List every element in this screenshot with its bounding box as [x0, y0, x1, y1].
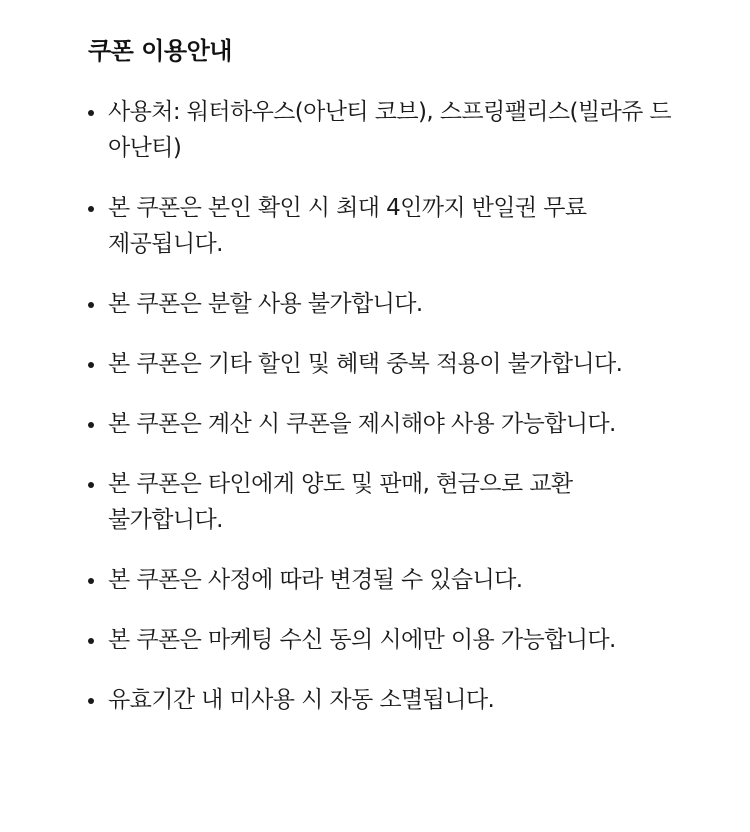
bullet-icon — [88, 698, 94, 704]
list-item — [88, 466, 678, 538]
list-item-text: 유효기간 내 미사용 시 자동 소멸됩니다. — [108, 687, 495, 713]
list-item-text: 본 쿠폰은 타인에게 양도 및 판매, 현금으로 교환 불가합니다. — [108, 471, 573, 533]
list-item-text: 본 쿠폰은 마케팅 수신 동의 시에만 이용 가능합니다. — [108, 627, 616, 653]
list-item — [88, 682, 678, 718]
notice-list — [88, 94, 678, 718]
list-item-text: 사용처: 워터하우스(아난티 코브), 스프링팰리스(빌라쥬 드 아난티) — [108, 99, 672, 161]
bullet-icon — [88, 110, 94, 116]
list-item-text: 본 쿠폰은 기타 할인 및 혜택 중복 적용이 불가합니다. — [108, 351, 623, 377]
list-item-text: 본 쿠폰은 사정에 따라 변경될 수 있습니다. — [108, 567, 523, 593]
list-item-text: 본 쿠폰은 계산 시 쿠폰을 제시해야 사용 가능합니다. — [108, 411, 616, 437]
bullet-icon — [88, 302, 94, 308]
list-item — [88, 94, 678, 166]
list-item-text: 본 쿠폰은 분할 사용 불가합니다. — [108, 291, 423, 317]
list-item — [88, 406, 678, 442]
bullet-icon — [88, 422, 94, 428]
list-item — [88, 622, 678, 658]
bullet-icon — [88, 362, 94, 368]
coupon-notice — [88, 30, 678, 742]
list-item-text: 본 쿠폰은 본인 확인 시 최대 4인까지 반일권 무료 제공됩니다. — [108, 195, 587, 257]
bullet-icon — [88, 206, 94, 212]
list-item — [88, 346, 678, 382]
list-item — [88, 286, 678, 322]
list-item — [88, 190, 678, 262]
bullet-icon — [88, 578, 94, 584]
bullet-icon — [88, 638, 94, 644]
list-item — [88, 562, 678, 598]
notice-title: 쿠폰 이용안내 — [88, 37, 232, 65]
bullet-icon — [88, 482, 94, 488]
